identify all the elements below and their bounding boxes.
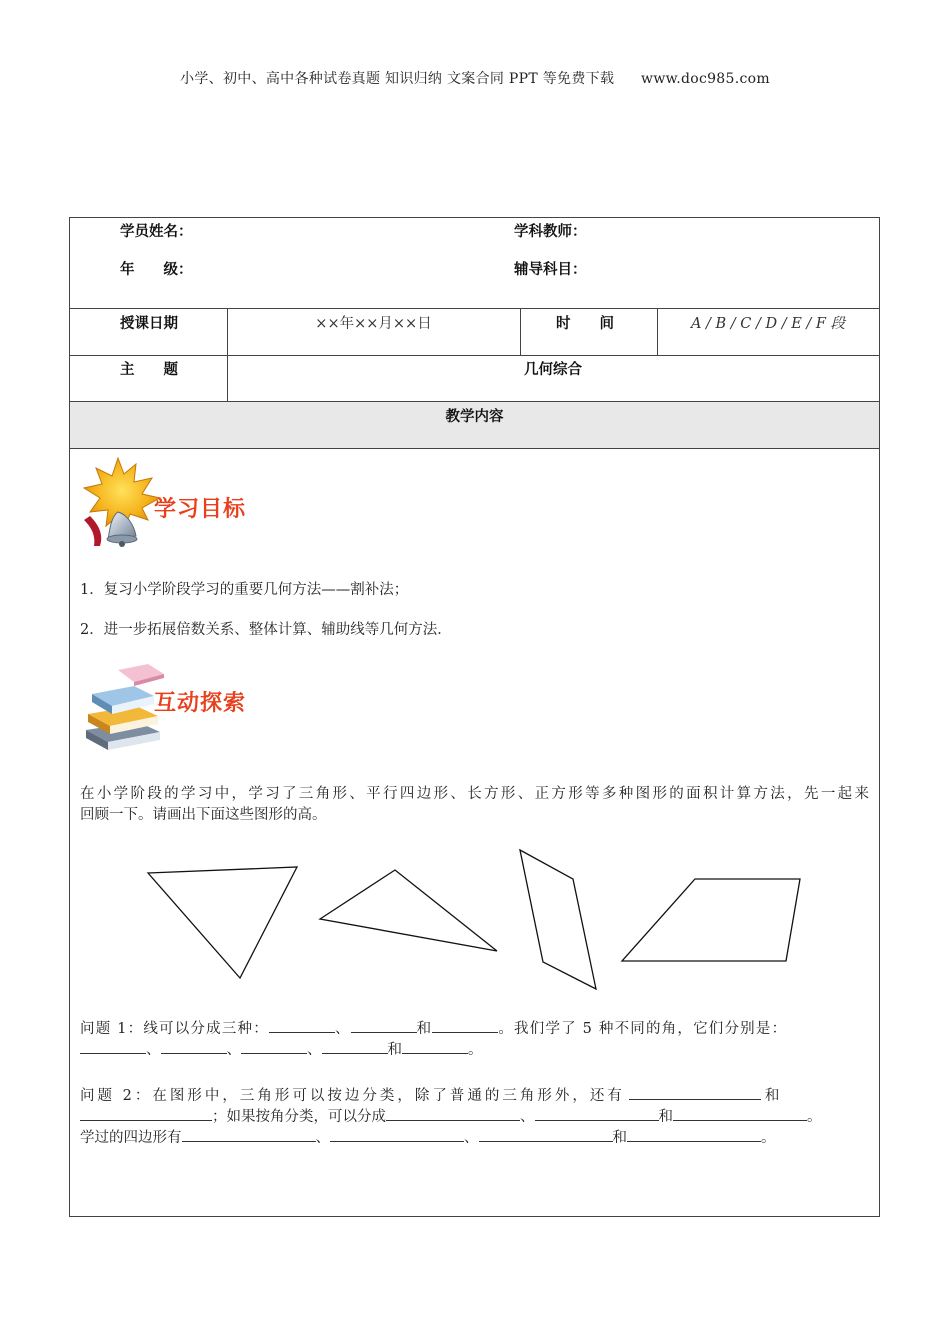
topic-label: 主 题 [120, 362, 178, 378]
question-2 [80, 1085, 869, 1107]
separator: 和 [764, 1088, 783, 1104]
answer-blank[interactable] [241, 1039, 307, 1054]
answer-blank[interactable] [402, 1039, 468, 1054]
answer-blank[interactable] [351, 1018, 417, 1033]
acute-triangle [148, 867, 297, 978]
date-label: 授课日期 [120, 316, 178, 332]
answer-blank[interactable] [432, 1018, 498, 1033]
divider [70, 448, 879, 449]
separator: 、 [146, 1042, 161, 1058]
question-2-text: 问题 2：在图形中，三角形可以按边分类，除了普通的三角形外，还有 [80, 1088, 625, 1104]
question-1-text: 。我们学了 5 种不同的角，它们分别是： [498, 1021, 788, 1037]
answer-blank[interactable] [386, 1106, 520, 1121]
divider [70, 308, 879, 309]
lesson-sheet [69, 217, 880, 1217]
answer-blank[interactable] [161, 1039, 227, 1054]
answer-blank[interactable] [269, 1018, 335, 1033]
column-divider [520, 308, 521, 355]
question-1 [80, 1039, 869, 1061]
goals-badge [78, 454, 268, 550]
answer-blank[interactable] [627, 1127, 761, 1142]
answer-blank[interactable] [182, 1127, 316, 1142]
separator: 、 [464, 1130, 479, 1146]
parallelogram-narrow [520, 850, 596, 989]
divider [70, 355, 879, 356]
answer-blank[interactable] [535, 1106, 659, 1121]
separator: 和 [416, 1021, 433, 1037]
content-header: 教学内容 [445, 409, 504, 425]
question-1 [80, 1018, 869, 1040]
separator: 和 [387, 1042, 402, 1058]
site-header-text: 小学、初中、高中各种试卷真题 知识归纳 文案合同 PPT 等免费下载 [180, 71, 615, 87]
answer-blank[interactable] [80, 1106, 212, 1121]
separator: 和 [658, 1109, 673, 1125]
question-1-text: 问题 1：线可以分成三种： [80, 1021, 269, 1037]
goals-badge-text: 学习目标 [154, 497, 247, 522]
separator: 。 [468, 1042, 483, 1058]
answer-blank[interactable] [479, 1127, 613, 1142]
goal-item: 1．复习小学阶段学习的重要几何方法——割补法； [80, 582, 409, 598]
student-name-label: 学员姓名： [120, 224, 193, 240]
answer-blank[interactable] [629, 1085, 761, 1100]
intro-line: 回顾一下。请画出下面这些图形的高。 [80, 807, 327, 823]
time-value: A / B / C / D / E / F 段 [690, 316, 846, 332]
explore-badge [78, 658, 268, 754]
trapezoid [622, 879, 800, 961]
separator: 和 [612, 1130, 627, 1146]
answer-blank[interactable] [673, 1106, 807, 1121]
shapes-figure [70, 846, 879, 996]
site-url[interactable]: www.doc985.com [641, 71, 770, 87]
separator: 、 [226, 1042, 241, 1058]
question-2-text: ；如果按角分类，可以分成 [212, 1109, 386, 1125]
question-2 [80, 1127, 869, 1149]
separator: 、 [520, 1109, 535, 1125]
explore-badge-text: 互动探索 [154, 691, 247, 716]
separator: 。 [807, 1109, 822, 1125]
separator: 、 [334, 1021, 351, 1037]
question-2 [80, 1106, 869, 1128]
teacher-label: 学科教师： [514, 224, 587, 240]
subject-label: 辅导科目： [514, 262, 587, 278]
obtuse-triangle [320, 870, 497, 951]
time-label: 时 间 [556, 316, 614, 332]
answer-blank[interactable] [330, 1127, 464, 1142]
answer-blank[interactable] [322, 1039, 388, 1054]
site-header [0, 68, 950, 88]
separator: 。 [761, 1130, 776, 1146]
goal-item: 2．进一步拓展倍数关系、整体计算、辅助线等几何方法． [80, 622, 452, 638]
date-value: ××年××月××日 [315, 316, 432, 332]
separator: 、 [307, 1042, 322, 1058]
topic-value: 几何综合 [524, 362, 582, 378]
intro-line: 在小学阶段的学习中，学习了三角形、平行四边形、长方形、正方形等多种图形的面积计算方法，先一起来 [80, 786, 869, 802]
question-2-text: 学过的四边形有 [80, 1130, 182, 1146]
grade-label: 年 级： [120, 262, 193, 278]
separator: 、 [315, 1130, 330, 1146]
answer-blank[interactable] [80, 1039, 146, 1054]
